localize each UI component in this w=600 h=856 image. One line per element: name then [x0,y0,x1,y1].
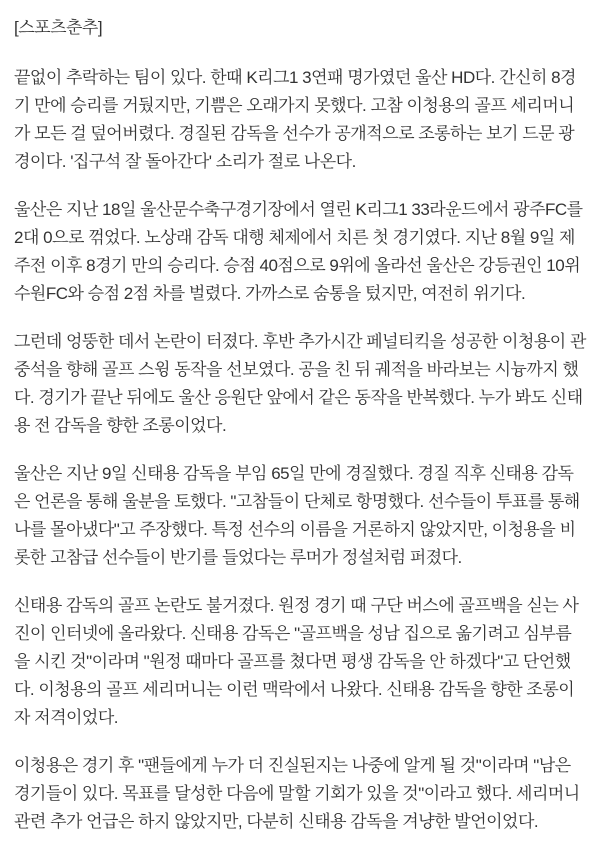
press-source-tag: [스포츠춘추] [14,18,103,37]
article-paragraph-5: 신태용 감독의 골프 논란도 불거졌다. 원정 경기 때 구단 버스에 골프백을 싣는 사진이 인터넷에 올라왔다. 신태용 감독은 "골프백을 성남 집으로 옮기려고 심부름을 시킨 것"이라며 "원정 때마다 골프를 쳤다면 평생 감독을 안 하겠다"고 단언했다. 이청용의 골프 세리머니는 이런 맥락에서 나왔다. 신태용 감독을 향한 조롱이자 저격이었다. [14,596,579,727]
article-paragraph-3: 그런데 엉뚱한 데서 논란이 터졌다. 후반 추가시간 페널티킥을 성공한 이청용이 관중석을 향해 골프 스윙 동작을 선보였다. 공을 친 뒤 궤적을 바라보는 시늉까지 했다. 경기가 끝난 뒤에도 울산 응원단 앞에서 같은 동작을 반복했다. 누가 봐도 신태용 전 감독을 향한 조롱이었다. [14,332,586,435]
article-paragraph-4: 울산은 지난 9일 신태용 감독을 부임 65일 만에 경질했다. 경질 직후 신태용 감독은 언론을 통해 울분을 토했다. "고참들이 단체로 항명했다. 선수들이 투표를 통해 나를 몰아냈다"고 주장했다. 특정 선수의 이름을 거론하지 않았지만, 이청용을 비롯한 고참급 선수들이 반기를 들었다는 루머가 정설처럼 퍼졌다. [14,464,580,567]
article-paragraph-2: 울산은 지난 18일 울산문수축구경기장에서 열린 K리그1 33라운드에서 광주FC를 2대 0으로 꺾었다. 노상래 감독 대행 체제에서 치른 첫 경기였다. 지난 8월 9일 제주전 이후 8경기 만의 승리다. 승점 40점으로 9위에 올라선 울산은 강등권인 10위 수원FC와 승점 2점 차를 벌렸다. 가까스로 숨통을 텄지만, 여전히 위기다. [14,200,583,303]
article-paragraph-6: 이청용은 경기 후 "팬들에게 누가 더 진실된지는 나중에 알게 될 것"이라며 "남은 경기들이 있다. 목표를 달성한 다음에 말할 기회가 있을 것"이라고 했다. 세리머니 관련 추가 언급은 하지 않았지만, 다분히 신태용 감독을 겨냥한 발언이었다. [14,756,580,831]
article-paragraph-1: 끝없이 추락하는 팀이 있다. 한때 K리그1 3연패 명가였던 울산 HD다. 간신히 8경기 만에 승리를 거뒀지만, 기쁨은 오래가지 못했다. 고참 이청용의 골프 세리머니가 모든 걸 덮어버렸다. 경질된 감독을 선수가 공개적으로 조롱하는 보기 드문 광경이다. '집구석 잘 돌아간다' 소리가 절로 나온다. [14,68,576,171]
